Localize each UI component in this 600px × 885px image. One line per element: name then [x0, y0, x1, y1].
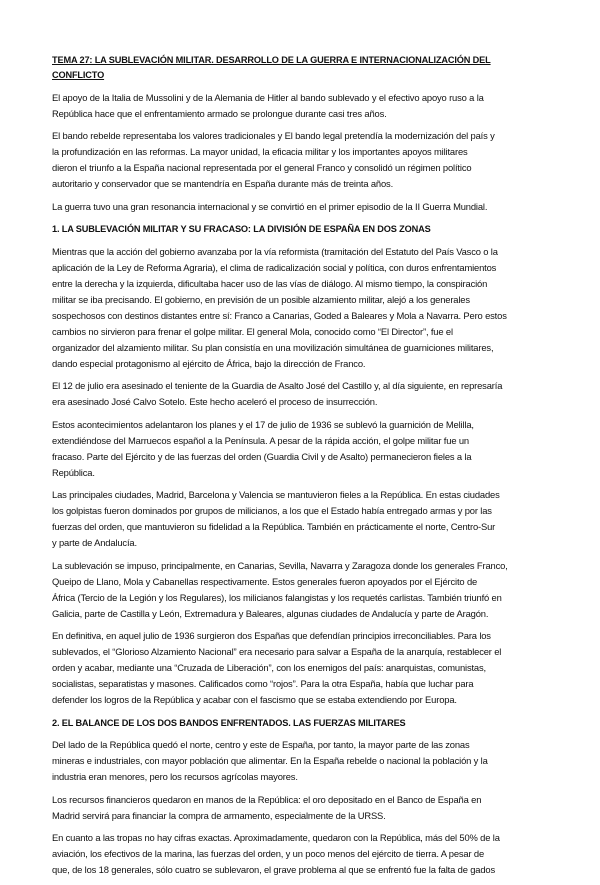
paragraph: [52, 487, 552, 551]
text-line: Madrid servirá para financiar la compra de armamento, especialmente de la URSS.: [52, 809, 386, 821]
paragraph: [52, 378, 552, 410]
title-line: TEMA 27: LA SUBLEVACIÓN MILITAR. DESARROLLO DE LA GUERRA E INTERNACIONALIZACIÓN DEL: [52, 55, 491, 65]
text-line: aplicación de la Ley de Reforma Agraria), el clima de radicalización social y política, con duros enfrentamientos: [52, 261, 497, 273]
document-title: [52, 53, 552, 83]
text-line: 1. LA SUBLEVACIÓN MILITAR Y SU FRACASO: LA DIVISIÓN DE ESPAÑA EN DOS ZONAS: [52, 224, 431, 234]
text-line: En definitiva, en aquel julio de 1936 surgieron dos Españas que defendían principios irreconciliables. Para los: [52, 630, 491, 641]
text-line: El bando rebelde representaba los valores tradicionales y El bando legal pretendía la modernización del país y: [52, 130, 495, 141]
text-line: África (Tercio de la Legión y los Regulares), los milicianos falangistas y los requetés carlistas. También triunfó en: [52, 591, 502, 603]
paragraph: [52, 792, 552, 824]
text-line: fuerzas del orden, que mantuvieron su fidelidad a la República. También en prácticamente el norte, Centro-Sur: [52, 521, 496, 532]
text-line: El 12 de julio era asesinado el teniente de la Guardia de Asalto José del Castillo y, al día siguiente, en represaría: [52, 380, 503, 391]
paragraph: [52, 90, 552, 122]
text-line: dieron el triunfo a la España nacional representada por el general Franco y consolidó un régimen político: [52, 162, 472, 173]
text-line: autoritario y conservador que se mantendría en España durante más de treinta años.: [52, 178, 394, 189]
text-line: Los recursos financieros quedaron en manos de la República: el oro depositado en el Banco de España en: [52, 793, 482, 805]
text-line: orden y acabar, mediante una “Cruzada de Liberación”, con los enemigos del país: anarquistas, comunistas,: [52, 662, 486, 673]
text-line: La guerra tuvo una gran resonancia internacional y se convirtió en el primer episodio de la II Guerra Mundial.: [52, 200, 488, 212]
text-line: República.: [52, 466, 95, 478]
text-line: la profundización en las reformas. La mayor unidad, la eficacia militar y los importantes apoyos militares: [52, 146, 468, 157]
title-line: CONFLICTO: [52, 70, 105, 80]
text-line: República hace que el enfrentamiento armado se prolongue durante casi tres años.: [52, 107, 387, 119]
text-line: Estos acontecimientos adelantaron los planes y el 17 de julio de 1936 se sublevó la guarnición de Melilla,: [52, 418, 474, 430]
paragraph: [52, 558, 552, 622]
text-line: Mientras que la acción del gobierno avanzaba por la vía reformista (tramitación del Estatuto del País Vasco o la: [52, 245, 498, 257]
text-line: cambios no sirvieron para frenar el golpe militar. El general Mola, conocido como “El Director”, fue el: [52, 325, 453, 337]
text-line: organizador del alzamiento militar. Su plan consistía en una movilización simultánea de guarniciones militares,: [52, 341, 494, 353]
paragraph: [52, 244, 552, 372]
text-line: El apoyo de la Italia de Mussolini y de la Alemania de Hitler al bando sublevado y el efectivo apoyo ruso a la: [52, 91, 484, 103]
text-line: sospechosos con destinos distantes entre sí: Franco a Canarias, Goded a Baleares y Mola a Navarra. Pero estos: [52, 309, 507, 321]
text-line: defender los logros de la República y acabar con el fascismo que se estaba extendiendo por Europa.: [52, 694, 457, 705]
paragraph: [52, 628, 552, 708]
text-line: sublevados, el “Glorioso Alzamiento Nacional” era necesario para salvar a España de la anarquía, restablecer el: [52, 646, 502, 657]
text-line: Queipo de Llano, Mola y Cabanellas respectivamente. Estos generales fueron apoyados por el Ejército de: [52, 575, 478, 587]
text-line: extendiéndose del Marruecos español a la Península. A pesar de la rápida acción, el golpe militar fue un: [52, 434, 469, 446]
text-line: que, de los 18 generales, sólo cuatro se sublevaron, el grave problema al que se enfrentó fue la falta de gados: [52, 864, 496, 875]
text-line: Del lado de la República quedó el norte, centro y este de España, por tanto, la mayor parte de las zonas: [52, 739, 470, 750]
paragraph: [52, 830, 552, 878]
text-line: aviación, los efectivos de la marina, las fuerzas del orden, y un poco menos del ejército de tierra. A pesar de: [52, 848, 485, 859]
section-heading: [52, 221, 552, 237]
paragraph: [52, 417, 552, 481]
text-line: La sublevación se impuso, principalmente, en Canarias, Sevilla, Navarra y Zaragoza donde los generales Franco,: [52, 559, 508, 571]
text-line: militar se iba precisando. El gobierno, en previsión de un posible alzamiento militar, alejó a los generales: [52, 293, 470, 305]
paragraph: [52, 128, 552, 192]
document-page: [52, 53, 552, 885]
text-line: industria eran menores, pero los recursos agrícolas mayores.: [52, 771, 298, 782]
text-line: mineras e industriales, con mayor población que alimentar. En la España rebelde o nacional la población y la: [52, 755, 488, 766]
paragraph: [52, 737, 552, 785]
paragraph: [52, 199, 552, 215]
text-line: En cuanto a las tropas no hay cifras exactas. Aproximadamente, quedaron con la República, más del 50% de la: [52, 832, 500, 843]
text-line: socialistas, separatistas y masones. Calificados como “rojos”. Para la otra España, había que luchar para: [52, 678, 474, 689]
text-line: era asesinado José Calvo Sotelo. Este hecho aceleró el proceso de insurrección.: [52, 396, 378, 407]
text-line: dando especial protagonismo al ejército de África, bajo la dirección de Franco.: [52, 357, 366, 369]
section-heading: [52, 715, 552, 731]
text-line: entre la derecha y la izquierda, dificultaba hacer uso de las vías de diálogo. Al mismo tiempo, la conspiración: [52, 277, 488, 289]
text-line: Galicia, parte de Castilla y León, Extremadura y Baleares, algunas ciudades de Andalucía y parte de Aragón.: [52, 607, 489, 619]
text-line: y parte de Andalucía.: [52, 537, 137, 548]
text-line: Las principales ciudades, Madrid, Barcelona y Valencia se mantuvieron fieles a la República. En estas ciudades: [52, 489, 500, 500]
text-line: 2. EL BALANCE DE LOS DOS BANDOS ENFRENTADOS. LAS FUERZAS MILITARES: [52, 717, 406, 728]
text-line: fracaso. Parte del Ejército y de las fuerzas del orden (Guardia Civil y de Asalto) permanecieron fieles a la: [52, 450, 472, 462]
document-body: [52, 90, 552, 879]
text-line: los golpistas fueron dominados por grupos de milicianos, a los que el Estado había entregado armas y por las: [52, 505, 492, 516]
